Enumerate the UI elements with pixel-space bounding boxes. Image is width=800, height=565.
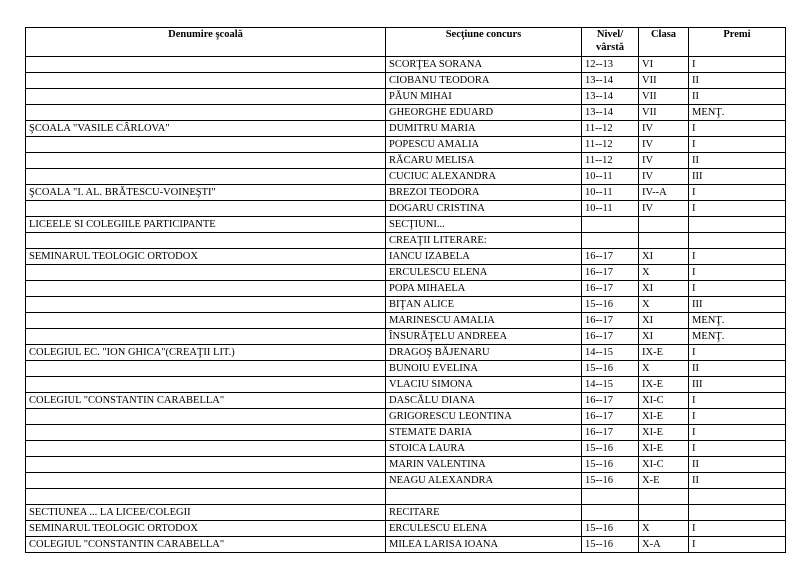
cell-level	[582, 217, 639, 233]
cell-school: COLEGIUL EC. "ION GHICA"(CREAŢII LIT.)	[26, 345, 386, 361]
cell-level	[582, 505, 639, 521]
cell-prize: I	[689, 201, 786, 217]
cell-prize: II	[689, 153, 786, 169]
cell-school: ŞCOALA "VASILE CÂRLOVA"	[26, 121, 386, 137]
cell-student: IANCU IZABELA	[386, 249, 582, 265]
cell-school	[26, 473, 386, 489]
table-row	[26, 409, 786, 425]
cell-class: VII	[639, 73, 689, 89]
cell-student: NEAGU ALEXANDRA	[386, 473, 582, 489]
cell-school	[26, 329, 386, 345]
cell-school	[26, 457, 386, 473]
table-row	[26, 233, 786, 249]
table-row	[26, 121, 786, 137]
cell-level	[582, 489, 639, 505]
cell-school	[26, 313, 386, 329]
cell-level: 14--15	[582, 377, 639, 393]
table-row	[26, 137, 786, 153]
cell-class: XI-E	[639, 441, 689, 457]
cell-school	[26, 281, 386, 297]
cell-student: MARINESCU AMALIA	[386, 313, 582, 329]
cell-prize: II	[689, 89, 786, 105]
cell-school: LICEELE SI COLEGIILE PARTICIPANTE	[26, 217, 386, 233]
cell-level: 10--11	[582, 201, 639, 217]
cell-prize: II	[689, 457, 786, 473]
cell-school: SECTIUNEA ... LA LICEE/COLEGII	[26, 505, 386, 521]
cell-school: COLEGIUL "CONSTANTIN CARABELLA"	[26, 393, 386, 409]
table-row	[26, 105, 786, 121]
cell-school	[26, 201, 386, 217]
table-row	[26, 153, 786, 169]
results-table	[25, 27, 786, 553]
cell-student: MILEA LARISA IOANA	[386, 537, 582, 553]
cell-class: IV	[639, 121, 689, 137]
cell-class: XI	[639, 249, 689, 265]
cell-student: SECŢIUNI...	[386, 217, 582, 233]
table-header	[26, 28, 786, 57]
cell-student: STEMATE DARIA	[386, 425, 582, 441]
cell-class: IV	[639, 201, 689, 217]
table-row	[26, 425, 786, 441]
table-row	[26, 489, 786, 505]
cell-class	[639, 233, 689, 249]
cell-level: 13--14	[582, 105, 639, 121]
table-row	[26, 473, 786, 489]
cell-level: 16--17	[582, 329, 639, 345]
cell-school	[26, 409, 386, 425]
cell-prize: MENŢ.	[689, 329, 786, 345]
table-row	[26, 345, 786, 361]
cell-student: DRAGOŞ BĂJENARU	[386, 345, 582, 361]
cell-class	[639, 217, 689, 233]
cell-student: ÎNSURĂŢELU ANDREEA	[386, 329, 582, 345]
table-row	[26, 265, 786, 281]
cell-prize: I	[689, 345, 786, 361]
table-row	[26, 249, 786, 265]
header-school: Denumire şcoală	[26, 28, 386, 57]
cell-prize: I	[689, 185, 786, 201]
cell-student: CREAŢII LITERARE:	[386, 233, 582, 249]
cell-class	[639, 505, 689, 521]
header-level-line1: Nivel/	[596, 29, 624, 40]
header-class: Clasa	[639, 28, 689, 57]
cell-class: X-A	[639, 537, 689, 553]
cell-class: X	[639, 521, 689, 537]
cell-prize: I	[689, 521, 786, 537]
cell-student: DASCĂLU DIANA	[386, 393, 582, 409]
cell-school	[26, 297, 386, 313]
cell-school: COLEGIUL "CONSTANTIN CARABELLA"	[26, 537, 386, 553]
table-row	[26, 281, 786, 297]
cell-school	[26, 425, 386, 441]
table-row	[26, 57, 786, 73]
table-row	[26, 441, 786, 457]
cell-student: GHEORGHE EDUARD	[386, 105, 582, 121]
cell-school: SEMINARUL TEOLOGIC ORTODOX	[26, 521, 386, 537]
header-level-line2: vârstă	[596, 42, 624, 53]
table-row	[26, 537, 786, 553]
cell-prize	[689, 233, 786, 249]
cell-prize: I	[689, 409, 786, 425]
cell-class: X	[639, 297, 689, 313]
cell-class: VII	[639, 89, 689, 105]
cell-prize: MENŢ.	[689, 313, 786, 329]
cell-level	[582, 233, 639, 249]
cell-student: GRIGORESCU LEONTINA	[386, 409, 582, 425]
cell-student: BREZOI TEODORA	[386, 185, 582, 201]
table-row	[26, 89, 786, 105]
cell-class: XI-E	[639, 425, 689, 441]
cell-level: 16--17	[582, 409, 639, 425]
cell-class: XI-C	[639, 393, 689, 409]
cell-school	[26, 265, 386, 281]
cell-class: IV--A	[639, 185, 689, 201]
cell-student: CUCIUC ALEXANDRA	[386, 169, 582, 185]
cell-level: 15--16	[582, 441, 639, 457]
cell-prize	[689, 489, 786, 505]
cell-school	[26, 361, 386, 377]
cell-level: 15--16	[582, 457, 639, 473]
cell-prize: I	[689, 57, 786, 73]
cell-school	[26, 105, 386, 121]
table-row	[26, 393, 786, 409]
table-row	[26, 329, 786, 345]
header-section: Secţiune concurs	[386, 28, 582, 57]
cell-prize: III	[689, 377, 786, 393]
cell-student: ERCULESCU ELENA	[386, 521, 582, 537]
table-row	[26, 201, 786, 217]
cell-student: DOGARU CRISTINA	[386, 201, 582, 217]
cell-level: 16--17	[582, 265, 639, 281]
table-row	[26, 169, 786, 185]
cell-prize: III	[689, 169, 786, 185]
cell-level: 15--16	[582, 297, 639, 313]
table-body	[26, 57, 786, 553]
cell-student: VLACIU SIMONA	[386, 377, 582, 393]
cell-level: 16--17	[582, 249, 639, 265]
cell-level: 10--11	[582, 185, 639, 201]
cell-prize: I	[689, 281, 786, 297]
cell-level: 13--14	[582, 89, 639, 105]
cell-level: 10--11	[582, 169, 639, 185]
cell-level: 12--13	[582, 57, 639, 73]
cell-class: XI	[639, 281, 689, 297]
cell-prize	[689, 217, 786, 233]
cell-level: 16--17	[582, 281, 639, 297]
cell-prize: I	[689, 121, 786, 137]
cell-school: SEMINARUL TEOLOGIC ORTODOX	[26, 249, 386, 265]
cell-school	[26, 169, 386, 185]
cell-class: X	[639, 361, 689, 377]
cell-prize: II	[689, 473, 786, 489]
cell-prize: I	[689, 537, 786, 553]
cell-student: RECITARE	[386, 505, 582, 521]
cell-student: RĂCARU MELISA	[386, 153, 582, 169]
table-row	[26, 217, 786, 233]
cell-student	[386, 489, 582, 505]
header-prizes: Premi	[689, 28, 786, 57]
cell-prize: I	[689, 249, 786, 265]
cell-school: ŞCOALA "I. AL. BRĂTESCU-VOINEŞTI"	[26, 185, 386, 201]
cell-prize: I	[689, 265, 786, 281]
cell-prize: I	[689, 441, 786, 457]
cell-level: 15--16	[582, 537, 639, 553]
cell-student: BIŢAN ALICE	[386, 297, 582, 313]
cell-prize	[689, 505, 786, 521]
cell-prize: III	[689, 297, 786, 313]
cell-prize: I	[689, 393, 786, 409]
header-level	[582, 28, 639, 57]
cell-class: IV	[639, 169, 689, 185]
cell-level: 15--16	[582, 361, 639, 377]
table-row	[26, 521, 786, 537]
cell-school	[26, 377, 386, 393]
cell-level: 16--17	[582, 393, 639, 409]
table-row	[26, 377, 786, 393]
cell-prize: I	[689, 425, 786, 441]
cell-level: 16--17	[582, 425, 639, 441]
cell-class: IV	[639, 137, 689, 153]
cell-class: XI-E	[639, 409, 689, 425]
cell-student: PĂUN MIHAI	[386, 89, 582, 105]
cell-prize: I	[689, 137, 786, 153]
table-row	[26, 313, 786, 329]
cell-student: STOICA LAURA	[386, 441, 582, 457]
cell-level: 11--12	[582, 153, 639, 169]
cell-level: 15--16	[582, 521, 639, 537]
cell-class: X-E	[639, 473, 689, 489]
table-row	[26, 73, 786, 89]
cell-school	[26, 153, 386, 169]
header-row	[26, 28, 786, 57]
table-row	[26, 185, 786, 201]
cell-class: VII	[639, 105, 689, 121]
cell-student: CIOBANU TEODORA	[386, 73, 582, 89]
cell-level: 11--12	[582, 137, 639, 153]
cell-level: 11--12	[582, 121, 639, 137]
cell-class: XI	[639, 313, 689, 329]
cell-prize: MENŢ.	[689, 105, 786, 121]
cell-class	[639, 489, 689, 505]
cell-student: MARIN VALENTINA	[386, 457, 582, 473]
cell-level: 15--16	[582, 473, 639, 489]
cell-school	[26, 73, 386, 89]
cell-student: POPESCU AMALIA	[386, 137, 582, 153]
cell-prize: II	[689, 73, 786, 89]
cell-class: X	[639, 265, 689, 281]
table-row	[26, 505, 786, 521]
cell-class: XI-C	[639, 457, 689, 473]
table-row	[26, 297, 786, 313]
cell-level: 14--15	[582, 345, 639, 361]
cell-school	[26, 89, 386, 105]
cell-level: 16--17	[582, 313, 639, 329]
cell-student: ERCULESCU ELENA	[386, 265, 582, 281]
cell-class: VI	[639, 57, 689, 73]
cell-school	[26, 233, 386, 249]
cell-school	[26, 441, 386, 457]
cell-student: POPA MIHAELA	[386, 281, 582, 297]
table-row	[26, 457, 786, 473]
cell-school	[26, 489, 386, 505]
cell-prize: II	[689, 361, 786, 377]
cell-class: XI	[639, 329, 689, 345]
cell-student: SCORŢEA SORANA	[386, 57, 582, 73]
cell-level: 13--14	[582, 73, 639, 89]
cell-class: IX-E	[639, 345, 689, 361]
cell-school	[26, 57, 386, 73]
cell-student: BUNOIU EVELINA	[386, 361, 582, 377]
cell-class: IV	[639, 153, 689, 169]
cell-class: IX-E	[639, 377, 689, 393]
table-row	[26, 361, 786, 377]
cell-student: DUMITRU MARIA	[386, 121, 582, 137]
cell-school	[26, 137, 386, 153]
